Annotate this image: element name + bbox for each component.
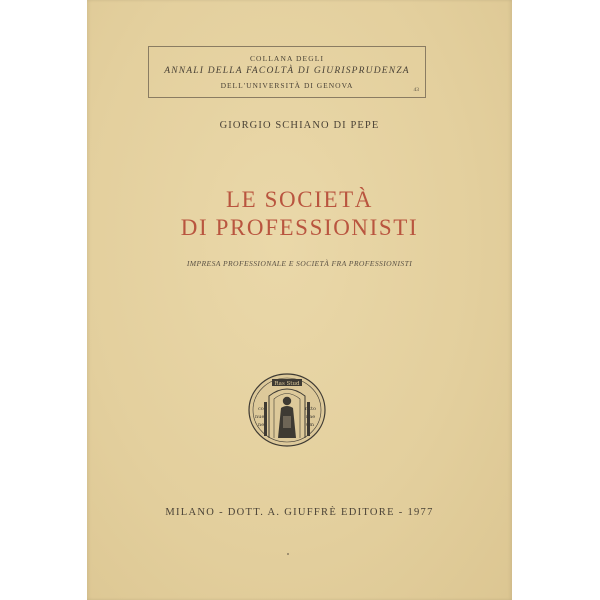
book-subtitle: IMPRESA PROFESSIONALE E SOCIETÀ FRA PROFESSIONISTI: [186, 259, 413, 268]
university-seal-icon: [247, 372, 327, 448]
seal-right-text-2: nae: [306, 414, 316, 420]
seal-right-text-3: um: [306, 422, 314, 428]
book-cover: [87, 0, 512, 600]
series-number: 43: [413, 87, 419, 93]
paper-speck: [287, 553, 289, 555]
seal-left-text-1: co: [258, 406, 264, 412]
book-title-line2: DI PROFESSIONISTI: [180, 215, 419, 240]
seal-top-text: Ras Stud: [274, 381, 300, 387]
publisher-line: MILANO - DOTT. A. GIUFFRÈ EDITORE - 1977: [165, 507, 434, 518]
series-box: [148, 46, 426, 98]
book-title-line1: LE SOCIETÀ: [226, 187, 373, 212]
seal-left-text-3: ne: [258, 422, 265, 428]
series-name-line2: ANNALI DELLA FACOLTÀ DI GIURISPRUDENZA: [164, 66, 410, 76]
seal-right-text-1: ritto: [305, 406, 317, 412]
series-name-line1: COLLANA DEGLI: [249, 54, 325, 63]
seal-left-text-2: nuer: [255, 414, 267, 420]
author-name: GIORGIO SCHIANO DI PEPE: [219, 120, 380, 131]
series-name-line3: DELL'UNIVERSITÀ DI GENOVA: [220, 81, 354, 90]
